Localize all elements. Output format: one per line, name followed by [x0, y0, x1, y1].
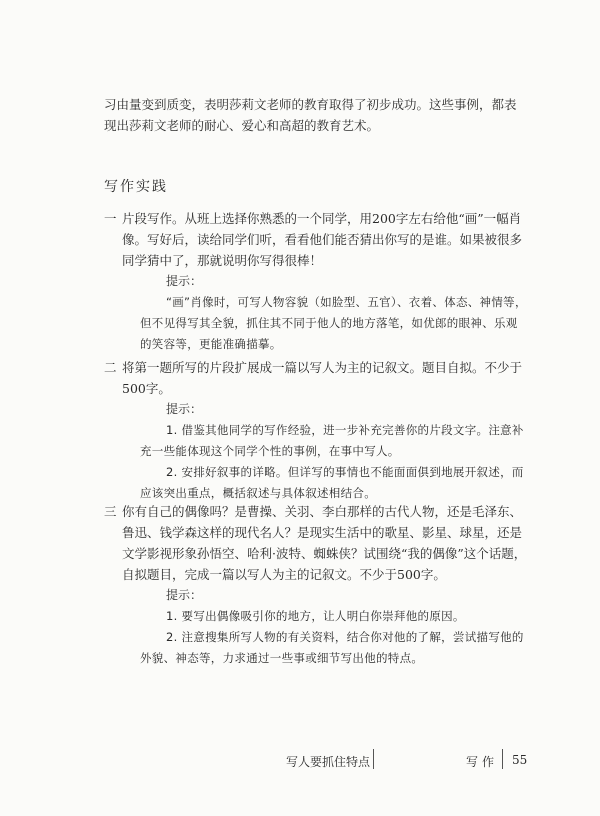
tip-label: 提示： — [166, 274, 203, 288]
tip-text: 1. 借鉴其他同学的写作经验，进一步补充完善你的片段文字。注意补充一些能体现这个同学个性的事例，在事中写人。 — [140, 423, 524, 458]
exercise-text: 将第一题所写的片段扩展成一篇以写人为主的记叙文。题目自拟。不少于500字。 — [122, 360, 523, 396]
tip-label: 提示： — [166, 588, 203, 602]
intro-paragraph: 习由量变到质变，表明莎莉文老师的教育取得了初步成功。这些事例，都表现出莎莉文老师的耐心、爱心和高超的教育艺术。 — [104, 97, 517, 133]
section-title: 写作实践 — [104, 179, 168, 195]
tip-text: 2. 安排好叙事的详略。但详写的事情也不能面面俱到地展开叙述，而应该突出重点，概括叙述与具体叙述相结合。 — [140, 465, 524, 500]
footer-section: 写作 — [466, 755, 499, 769]
exercise-item-3 — [104, 501, 528, 669]
exercise-item-1 — [104, 208, 528, 355]
page-number: 55 — [512, 753, 528, 767]
exercise-text: 片段写作。从班上选择你熟悉的一个同学，用200字左右给他“画”一幅肖像。写好后，读给同学们听，看看他们能否猜出你写的是谁。如果被很多同学猜中了，那就说明你写得很棒！ — [122, 211, 523, 268]
exercise-text: 你有自己的偶像吗？是曹操、关羽、李白那样的古代人物，还是毛泽东、鲁迅、钱学森这样的现代名人？是现实生活中的歌星、影星、球星，还是文学影视形象孙悟空、哈利·波特、蜘蛛侠？试围绕“我的偶像”这个话题，自拟题目，完成一篇以写人为主的记叙文。不少于500字。 — [122, 504, 527, 582]
tip-label: 提示： — [166, 402, 203, 416]
tip-text: 1. 要写出偶像吸引你的地方，让人明白你崇拜他的原因。 — [166, 609, 465, 623]
exercise-item-2 — [104, 357, 528, 504]
tip-text: “画”肖像时，可写人物容貌（如脸型、五官）、衣着、体态、神情等，但不见得写其全貌，抓住其不同于他人的地方落笔，如优郎的眼神、乐观的笑容等，更能准确描摹。 — [140, 295, 527, 351]
tip-text: 2. 注意搜集所写人物的有关资料，结合你对他的了解，尝试描写他的外貌、神态等，力求通过一些事或细节写出他的特点。 — [140, 630, 524, 665]
footer-divider — [502, 749, 503, 769]
exercise-number: 二 — [104, 360, 117, 375]
footer-unit-title: 写人要抓住特点 — [286, 755, 371, 769]
exercise-number: 三 — [104, 504, 117, 519]
footer-divider — [373, 749, 374, 769]
exercise-number: 一 — [104, 211, 117, 226]
